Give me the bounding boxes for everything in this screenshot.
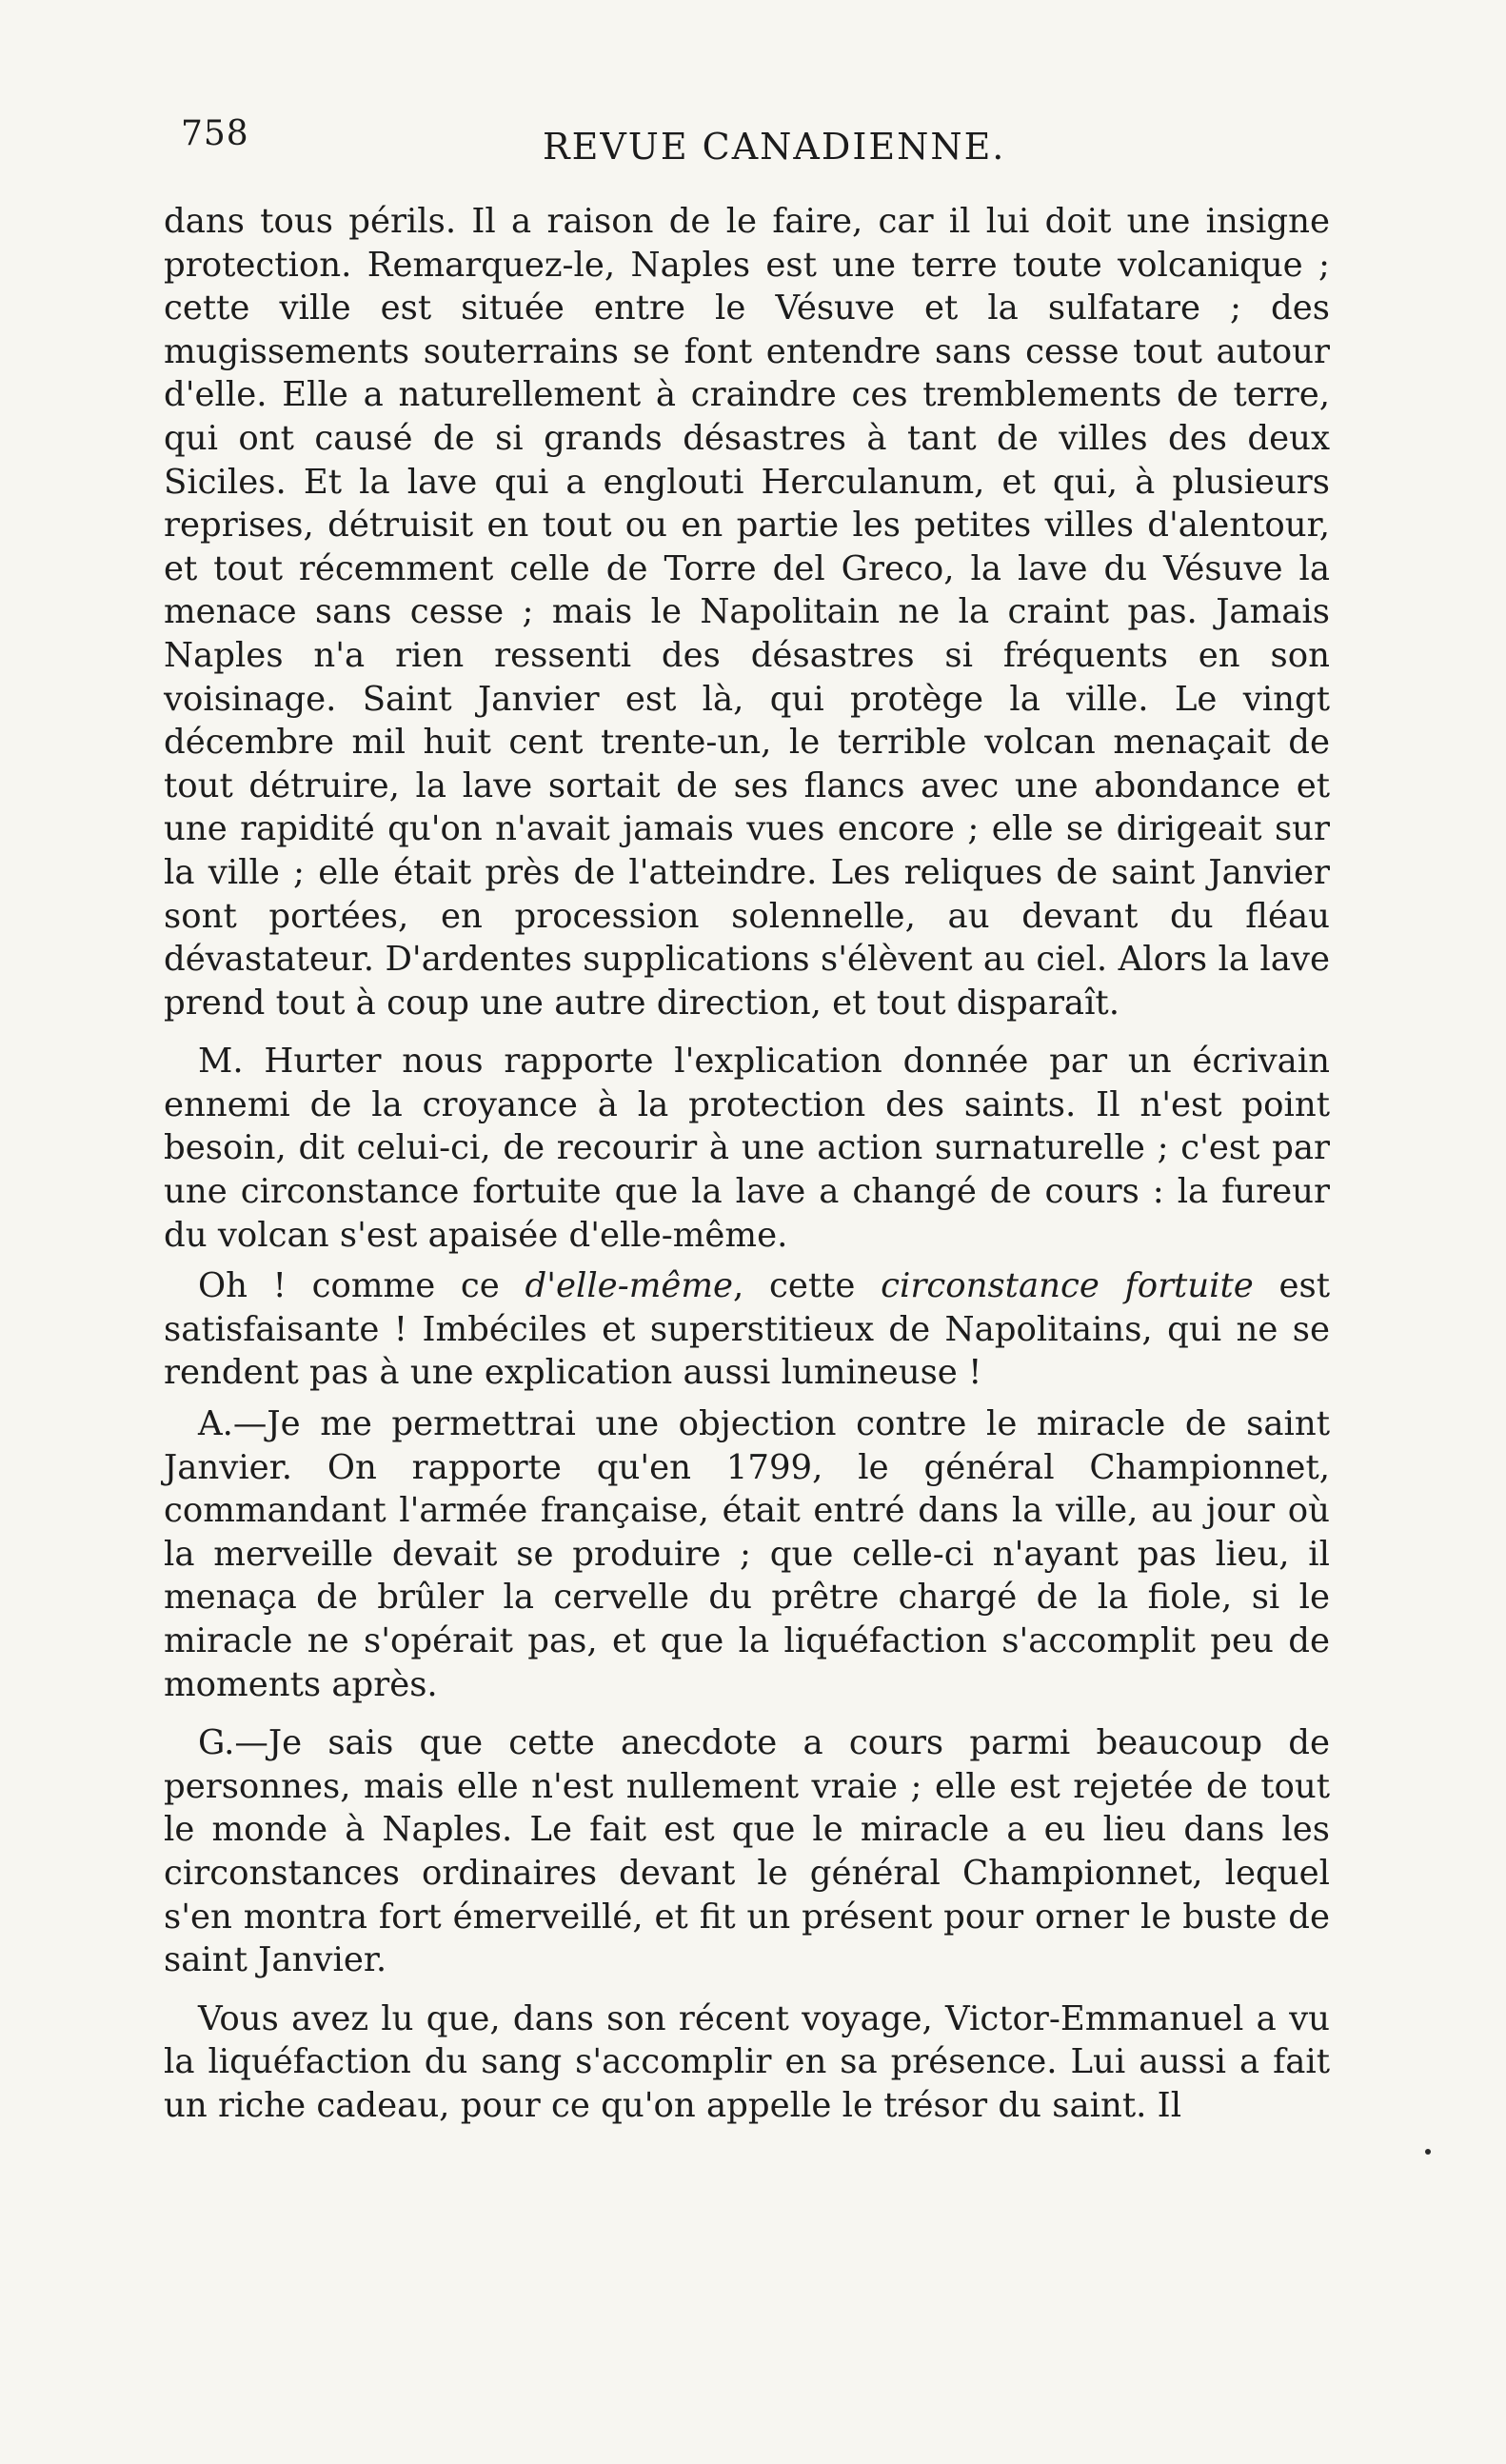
ink-speck — [1425, 2149, 1431, 2155]
paragraph-3-text-c: est satisfaisante ! Imbéciles et superstitieux de Napolitains, qui ne se rendent pas à une explication aussi lumineuse ! — [164, 1266, 1330, 1393]
paragraph-3-text-b: , cette — [733, 1266, 882, 1306]
page-number: 758 — [181, 114, 249, 153]
paragraph-5: G.—Je sais que cette anecdote a cours parmi beaucoup de personnes, mais elle n'est nullement vraie ; elle est rejetée de tout le monde à Naples. Le fait est que le miracle a eu lieu dans les circonstances ordinaires devant le général Championnet, lequel s'en montra fort émerveillé, et fit un présent pour orner le buste de saint Janvier. — [164, 1723, 1330, 1980]
paragraph-6: Vous avez lu que, dans son récent voyage, Victor-Emmanuel a vu la liquéfaction du sang s'accomplir en sa présence. Lui aussi a fait un riche cadeau, pour ce qu'on appelle le trésor du saint. Il — [164, 1998, 1330, 2125]
body-text — [164, 200, 1330, 2128]
paragraph-3-italic-2: circonstance fortuite — [881, 1266, 1254, 1306]
paragraph-2: M. Hurter nous rapporte l'explication donnée par un écrivain ennemi de la croyance à la protection des saints. Il n'est point besoin, dit celui-ci, de recourir à une action surnaturelle ; c'est par une circonstance fortuite que la lave a changé de cours : la fureur du volcan s'est apaisée d'elle-même. — [164, 1042, 1330, 1255]
paragraph-3-italic-1: d'elle-même — [525, 1266, 734, 1306]
paragraph-4: A.—Je me permettrai une objection contre le miracle de saint Janvier. On rapporte qu'en 1799, le général Championnet, commandant l'armée française, était entré dans la ville, au jour où la merveille devait se produire ; que celle-ci n'ayant pas lieu, il menaça de brûler la cervelle du prêtre chargé de la fiole, si le miracle ne s'opérait pas, et que la liquéfaction s'accomplit peu de moments après. — [164, 1404, 1330, 1704]
paragraph-3-text-a: Oh ! comme ce — [198, 1266, 525, 1306]
paragraph-1: dans tous périls. Il a raison de le faire, car il lui doit une insigne protection. Remarquez-le, Naples est une terre toute volcanique ; cette ville est située entre le Vésuve et la sulfatare ; des mugissements souterrains se font entendre sans cesse tout autour d'elle. Elle a naturellement à craindre ces tremblements de terre, qui ont causé de si grands désastres à tant de villes des deux Siciles. Et la lave qui a englouti Herculanum, et qui, à plusieurs reprises, détruisit en tout ou en partie les petites villes d'alentour, et tout récemment celle de Torre del Greco, la lave du Vésuve la menace sans cesse ; mais le Napolitain ne la craint pas. Jamais Naples n'a rien ressenti des désastres si fréquents en son voisinage. Saint Janvier est là, qui protège la ville. Le vingt décembre mil huit cent trente-un, le terrible volcan menaçait de tout détruire, la lave sortait de ses flancs avec une abondance et une rapidité qu'on n'avait jamais vues encore ; elle se dirigeait sur la ville ; elle était près de l'atteindre. Les reliques de saint Janvier sont portées, en procession solennelle, au devant du fléau dévastateur. D'ardentes supplications s'élèvent au ciel. Alors la lave prend tout à coup une autre direction, et tout disparaît. — [164, 202, 1330, 1023]
page-header — [181, 114, 1323, 171]
paragraph-3 — [164, 1264, 1330, 1395]
running-title: REVUE CANADIENNE. — [543, 126, 1006, 168]
